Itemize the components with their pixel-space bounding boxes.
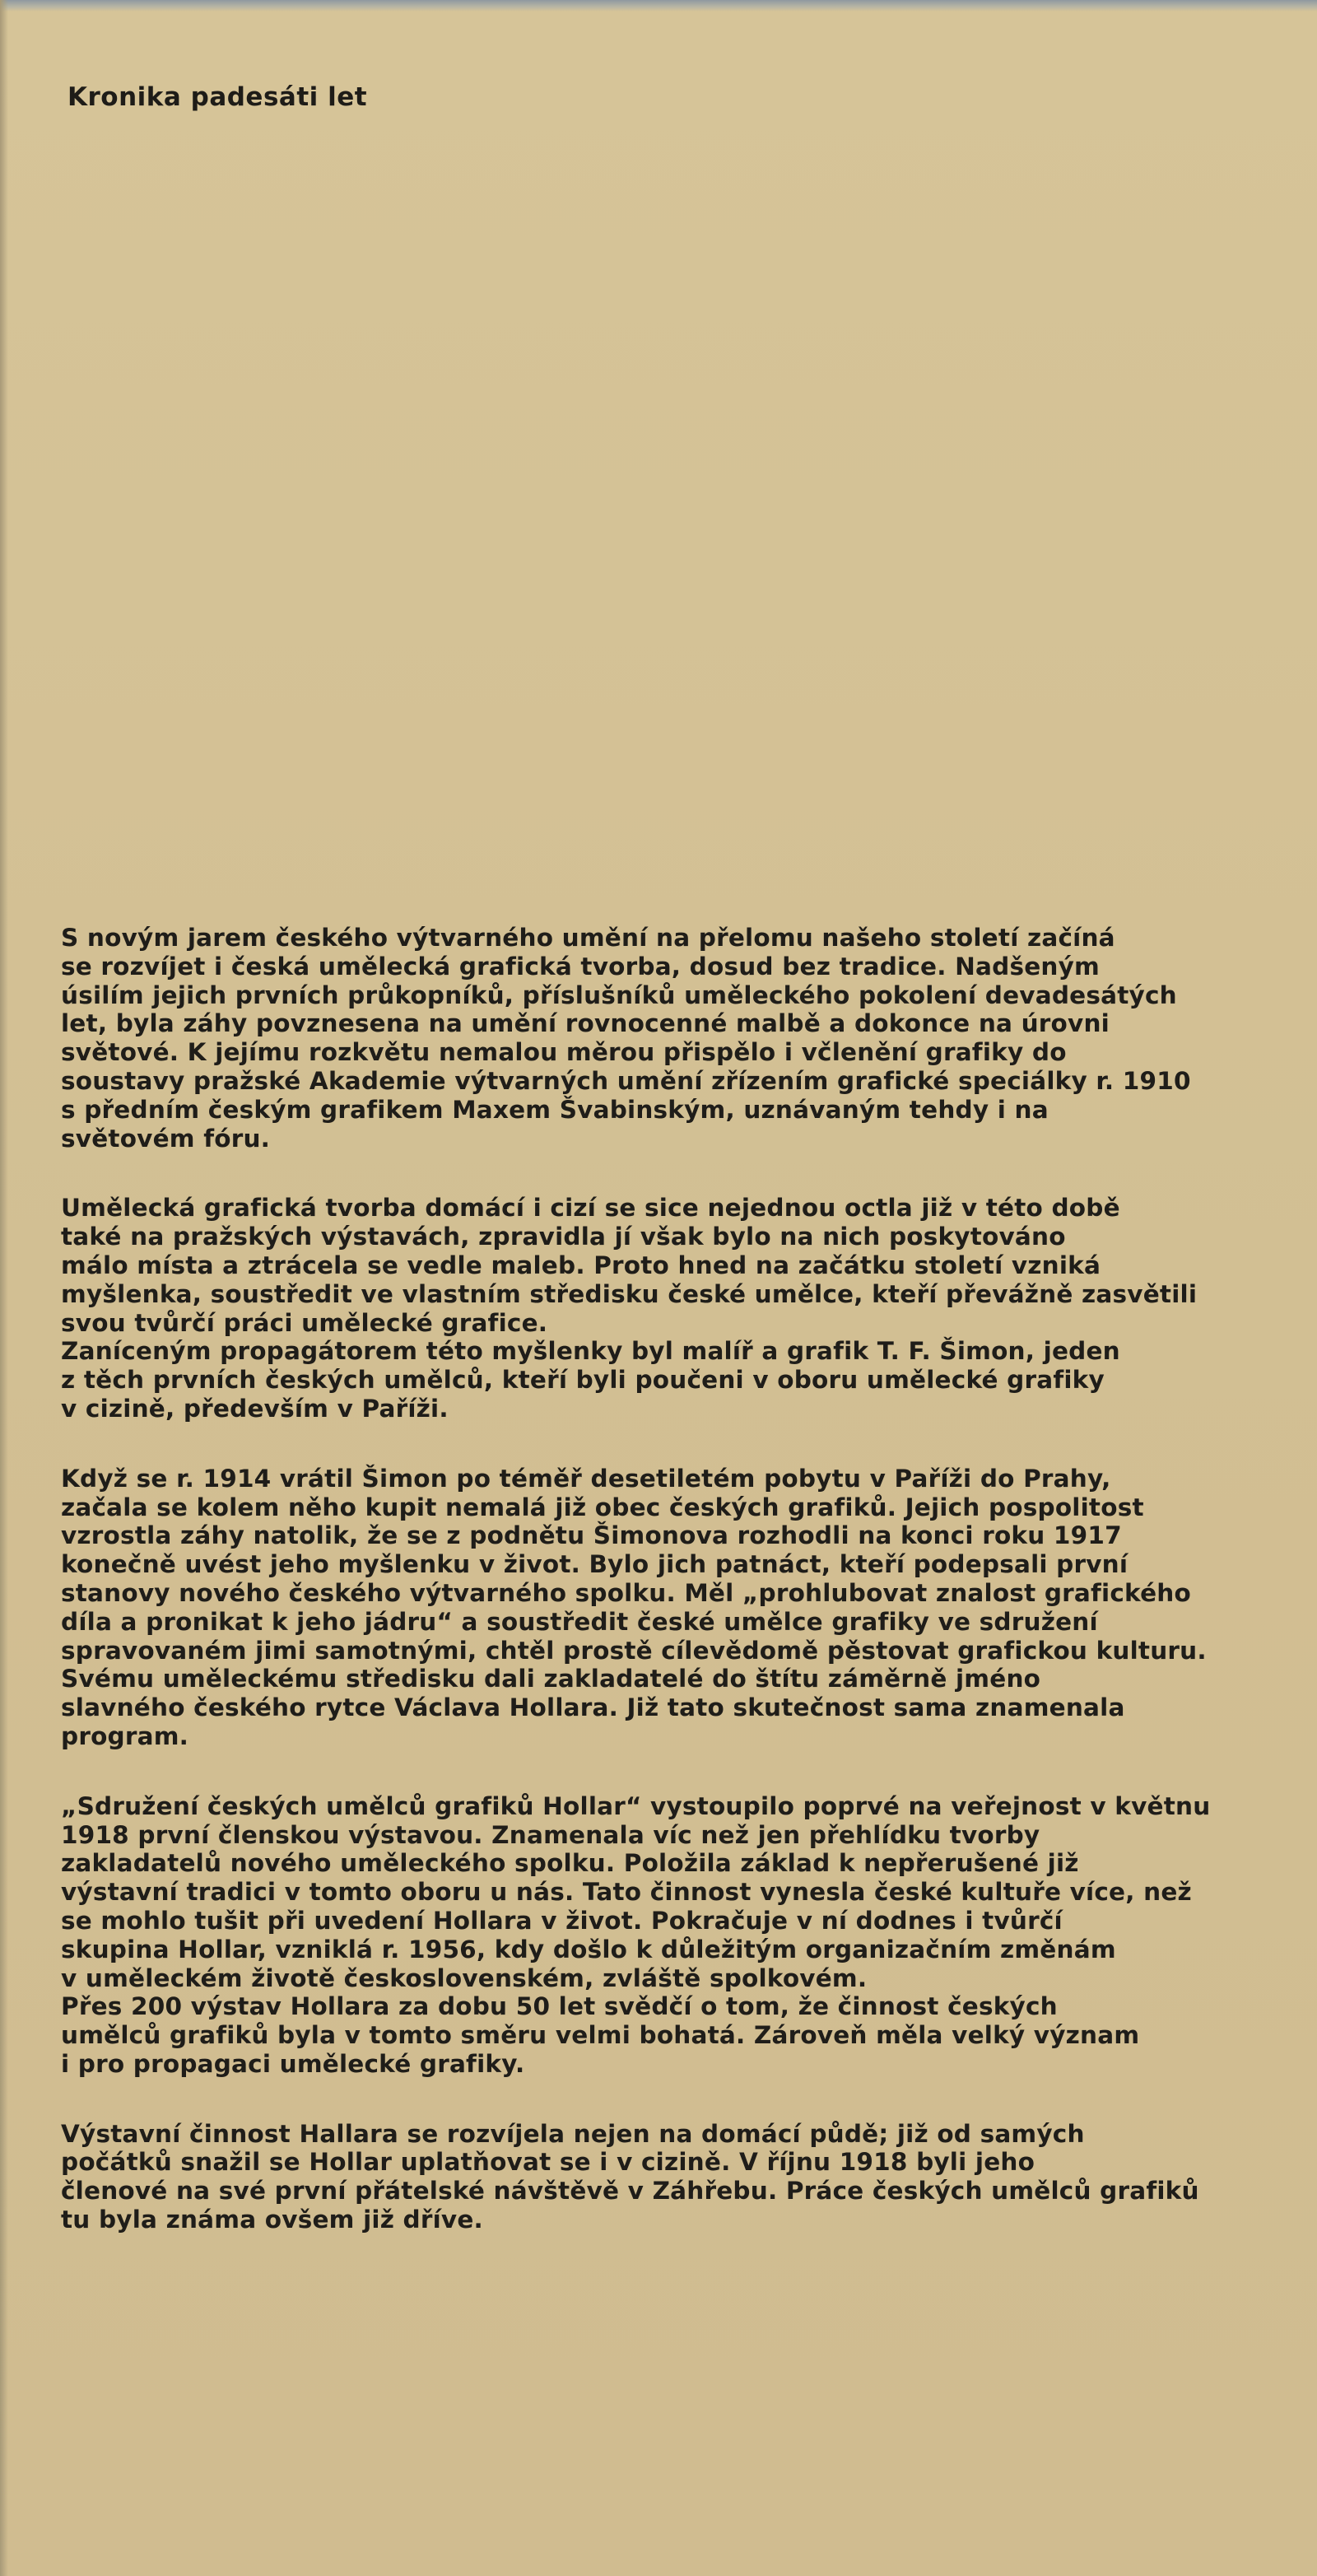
text-line: začala se kolem něho kupit nemalá již obec českých grafiků. Jejich pospolitost xyxy=(61,1493,1144,1521)
text-line: i pro propagaci umělecké grafiky. xyxy=(61,2049,525,2078)
text-line: díla a pronikat k jeho jádru“ a soustředit české umělce grafiky ve sdružení xyxy=(61,1607,1098,1636)
text-line: výstavní tradici v tomto oboru u nás. Tato činnost vynesla české kultuře více, než xyxy=(61,1878,1192,1907)
running-title: Kronika padesáti let xyxy=(67,82,368,112)
text-line: v uměleckém životě československém, zvláště spolkovém. xyxy=(61,1963,868,1992)
text-line: světovém fóru. xyxy=(61,1124,271,1153)
text-line: členové na své první přátelské návštěvě v Záhřebu. Práce českých umělců grafiků xyxy=(61,2177,1199,2206)
page-left-edge xyxy=(0,0,8,2576)
text-line: konečně uvést jeho myšlenku v život. Bylo jich patnáct, kteří podepsali první xyxy=(61,1550,1129,1579)
text-line: počátků snažil se Hollar uplatňovat se i v cizině. V říjnu 1918 byli jeho xyxy=(61,2148,1035,2177)
text-line: se rozvíjet i česká umělecká grafická tvorba, dosud bez tradice. Nadšeným xyxy=(61,952,1100,981)
text-line: myšlenka, soustředit ve vlastním středisku české umělce, kteří převážně zasvětili xyxy=(61,1279,1198,1308)
text-line: skupina Hollar, vzniklá r. 1956, kdy došlo k důležitým organizačním změnám xyxy=(61,1935,1116,1963)
text-line: Výstavní činnost Hallara se rozvíjela nejen na domácí půdě; již od samých xyxy=(61,2119,1085,2148)
text-line: se mohlo tušit při uvedení Hollara v život. Pokračuje v ní dodnes i tvůrčí xyxy=(61,1906,1063,1935)
text-line: málo místa a ztrácela se vedle maleb. Proto hned na začátku století vzniká xyxy=(61,1251,1101,1279)
text-line: tu byla známa ovšem již dříve. xyxy=(61,2206,483,2234)
paragraph xyxy=(61,924,1287,1153)
text-line: vzrostla záhy natolik, že se z podnětu Šimonova rozhodli na konci roku 1917 xyxy=(61,1521,1122,1550)
text-line: svou tvůrčí práci umělecké grafice. xyxy=(61,1308,548,1337)
text-line: z těch prvních českých umělců, kteří byli poučeni v oboru umělecké grafiky xyxy=(61,1366,1105,1395)
text-line: úsilím jejich prvních průkopníků, příslušníků uměleckého pokolení devadesátých xyxy=(61,981,1177,1009)
text-line: světové. K jejímu rozkvětu nemalou měrou přispělo i včlenění grafiky do xyxy=(61,1038,1067,1067)
paragraph xyxy=(61,1194,1287,1423)
text-line: umělců grafiků byla v tomto směru velmi bohatá. Zároveň měla velký význam xyxy=(61,2021,1140,2050)
text-line: Umělecká grafická tvorba domácí i cizí se sice nejednou octla již v této době xyxy=(61,1194,1120,1223)
text-line: zakladatelů nového uměleckého spolku. Položila základ k nepřerušené již xyxy=(61,1849,1079,1878)
text-line: soustavy pražské Akademie výtvarných umění zřízením grafické speciálky r. 1910 xyxy=(61,1066,1191,1095)
text-line: Když se r. 1914 vrátil Šimon po téměř desetiletém pobytu v Paříži do Prahy, xyxy=(61,1464,1111,1493)
text-line: také na pražských výstavách, zpravidla jí však bylo na nich poskytováno xyxy=(61,1223,1066,1251)
text-line: stanovy nového českého výtvarného spolku. Měl „prohlubovat znalost grafického xyxy=(61,1578,1191,1607)
text-line: „Sdružení českých umělců grafiků Hollar“ vystoupilo poprvé na veřejnost v květnu xyxy=(61,1791,1211,1820)
text-line: Zaníceným propagátorem této myšlenky byl malíř a grafik T. F. Šimon, jeden xyxy=(61,1337,1120,1366)
text-line: s předním českým grafikem Maxem Švabinským, uznávaným tehdy i na xyxy=(61,1095,1049,1124)
text-line: program. xyxy=(61,1721,189,1750)
paragraph xyxy=(61,2120,1287,2234)
text-line: Přes 200 výstav Hollara za dobu 50 let svědčí o tom, že činnost českých xyxy=(61,1992,1058,2021)
text-line: let, byla záhy povznesena na umění rovnocenné malbě a dokonce na úrovni xyxy=(61,1009,1110,1038)
text-line: v cizině, především v Paříži. xyxy=(61,1394,449,1423)
text-line: 1918 první členskou výstavou. Znamenala víc než jen přehlídku tvorby xyxy=(61,1820,1040,1849)
text-line: spravovaném jimi samotnými, chtěl prostě cílevědomě pěstovat grafickou kulturu. xyxy=(61,1636,1207,1665)
paragraph xyxy=(61,1465,1287,1751)
paragraph xyxy=(61,1792,1287,2079)
text-line: Svému uměleckému středisku dali zakladatelé do štítu záměrně jméno xyxy=(61,1665,1041,1693)
body-text xyxy=(61,924,1287,2276)
page-top-edge xyxy=(0,0,1317,12)
text-line: S novým jarem českého výtvarného umění na přelomu našeho století začíná xyxy=(61,924,1115,952)
text-line: slavného českého rytce Václava Hollara. Již tato skutečnost sama znamenala xyxy=(61,1693,1125,1722)
